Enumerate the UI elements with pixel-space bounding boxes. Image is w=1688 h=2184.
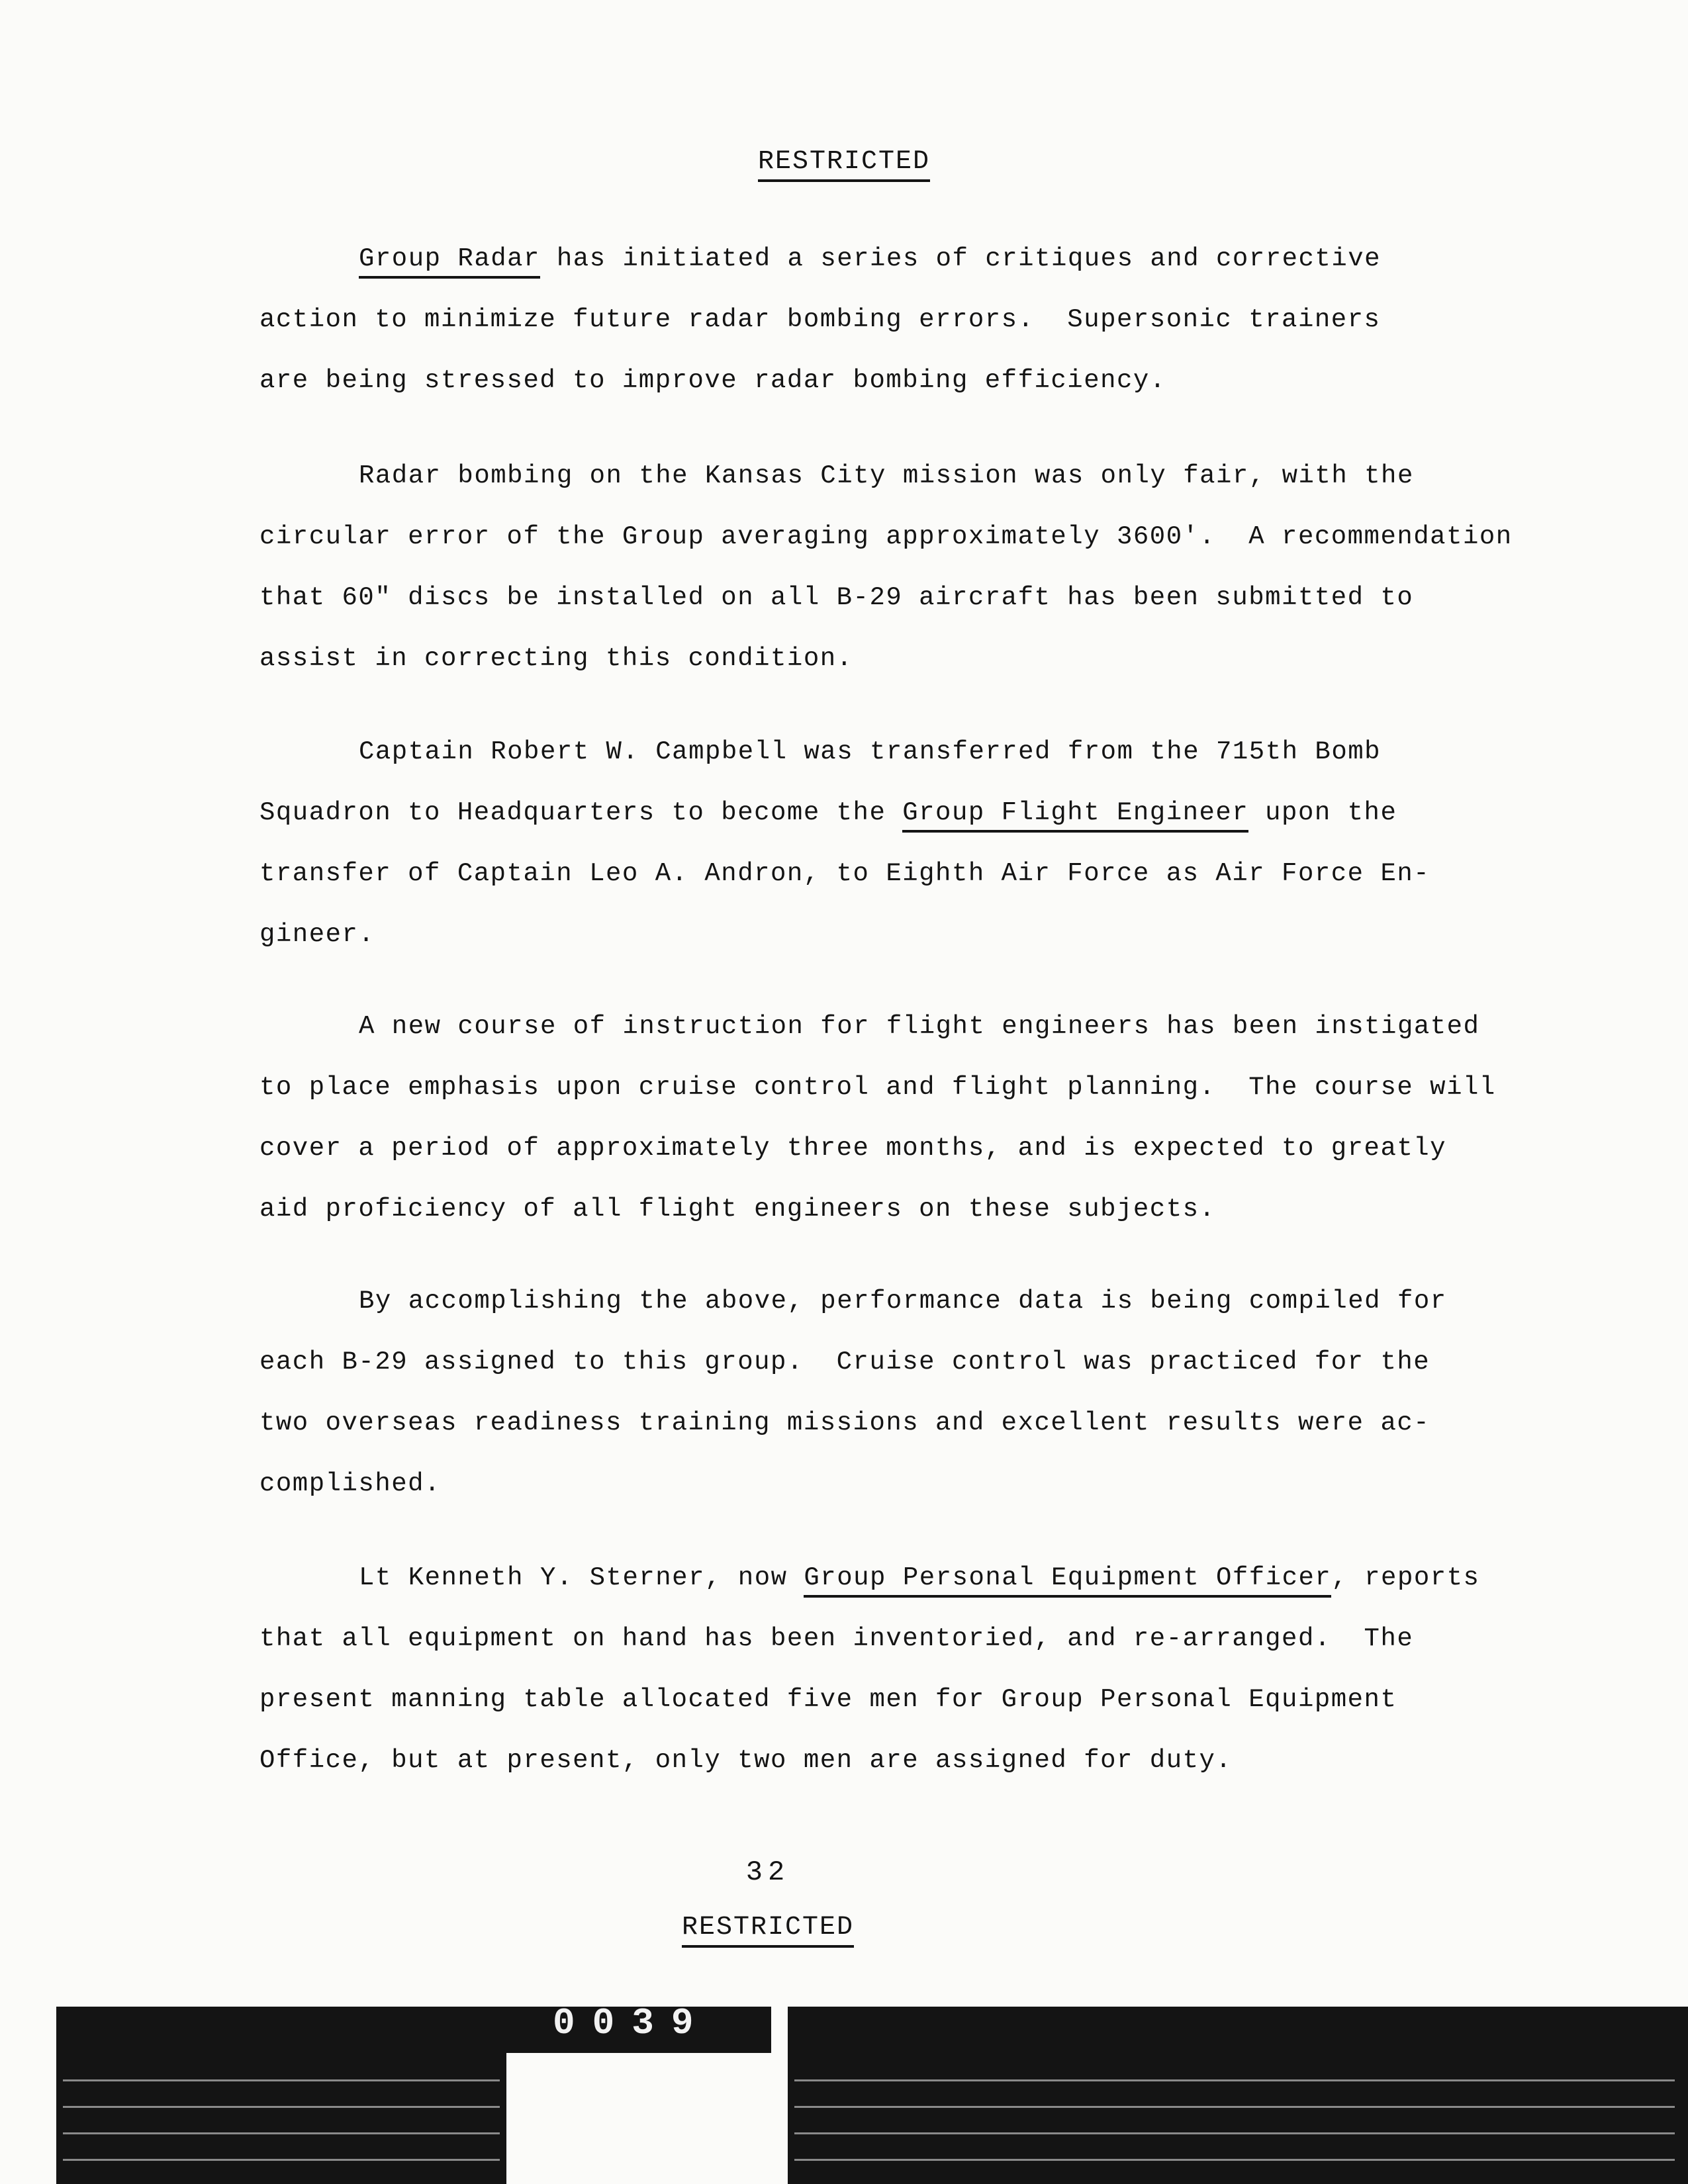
text-line: present manning table allocated five men for Group Personal Equipment	[259, 1685, 1397, 1714]
text-line: Lt Kenneth Y. Sterner, now Group Personal Equipment Officer, reports	[259, 1547, 1438, 1608]
film-scanline	[63, 2106, 500, 2108]
page-number: 32	[745, 1856, 790, 1888]
text-line: complished.	[259, 1469, 441, 1498]
film-strip-right	[788, 2007, 1688, 2184]
paragraph-personal-equipment	[259, 1547, 1480, 1791]
film-scanline	[794, 2106, 1675, 2108]
paragraph-performance-data	[259, 1271, 1447, 1514]
film-strip-gap	[506, 2053, 788, 2184]
frame-number: 0039	[553, 2002, 711, 2044]
paragraph-group-radar	[259, 228, 1438, 411]
text-line: that all equipment on hand has been inventoried, and re-arranged. The	[259, 1624, 1414, 1653]
microfilm-edge	[0, 2000, 1688, 2184]
text-line: two overseas readiness training missions and excellent results were ac-	[259, 1408, 1430, 1437]
text-line: to place emphasis upon cruise control and flight planning. The course will	[259, 1073, 1496, 1102]
text-line: aid proficiency of all flight engineers on these subjects.	[259, 1195, 1216, 1224]
paragraph-radar-bombing	[259, 445, 1513, 689]
classification-footer: RESTRICTED	[0, 1913, 1536, 1942]
classification-header: RESTRICTED	[0, 147, 1688, 177]
film-scanline	[794, 2132, 1675, 2134]
text-line: action to minimize future radar bombing errors. Supersonic trainers	[259, 305, 1381, 334]
text-line: Radar bombing on the Kansas City mission was only fair, with the	[359, 461, 1414, 490]
film-scanline	[63, 2079, 500, 2081]
text-line: circular error of the Group averaging approximately 3600'. A recommendation	[259, 522, 1513, 551]
text-line: that 60" discs be installed on all B-29 aircraft has been submitted to	[259, 583, 1414, 612]
film-scanline	[794, 2079, 1675, 2081]
paragraph-instruction-course	[259, 996, 1496, 1240]
paragraph-flight-engineer	[259, 721, 1438, 965]
underlined-term-personal-equipment-officer: Group Personal Equipment Officer	[804, 1563, 1331, 1598]
text-line: assist in correcting this condition.	[259, 644, 853, 673]
underlined-term-group-radar: Group Radar	[359, 244, 540, 279]
text-line: By accomplishing the above, performance data is being compiled for	[359, 1287, 1447, 1316]
text-line: are being stressed to improve radar bombing efficiency.	[259, 366, 1166, 395]
text-line: gineer.	[259, 920, 375, 949]
underlined-term-group-flight-engineer: Group Flight Engineer	[902, 798, 1248, 833]
text-line: Squadron to Headquarters to become the Group Flight Engineer upon the	[259, 782, 1438, 843]
film-scanline	[63, 2132, 500, 2134]
text-line: each B-29 assigned to this group. Cruise control was practiced for the	[259, 1347, 1430, 1377]
text-line: Captain Robert W. Campbell was transferred from the 715th Bomb	[359, 737, 1382, 766]
text-line: A new course of instruction for flight engineers has been instigated	[359, 1012, 1480, 1041]
text-line: transfer of Captain Leo A. Andron, to Eighth Air Force as Air Force En-	[259, 859, 1430, 888]
film-scanline	[63, 2159, 500, 2161]
film-scanline	[794, 2159, 1675, 2161]
text-line: Office, but at present, only two men are assigned for duty.	[259, 1746, 1233, 1775]
text-line: Group Radar has initiated a series of critiques and corrective	[259, 228, 1438, 289]
text-line: cover a period of approximately three months, and is expected to greatly	[259, 1134, 1447, 1163]
